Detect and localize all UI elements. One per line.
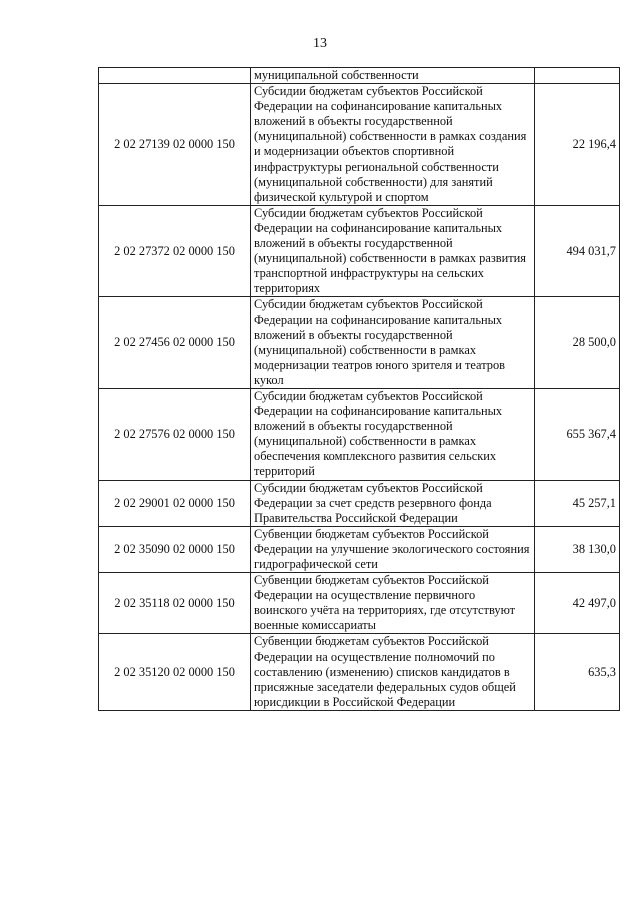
amount-cell: 22 196,4 (535, 84, 620, 206)
amount-cell (535, 68, 620, 84)
budget-table (98, 67, 620, 711)
table-row (99, 634, 620, 710)
table-row (99, 205, 620, 297)
description-cell: Субсидии бюджетам субъектов Российской Федерации за счет средств резервного фонда Правительства Российской Федерации (251, 480, 535, 526)
budget-code-cell: 2 02 27139 02 0000 150 (99, 84, 251, 206)
description-cell: Субсидии бюджетам субъектов Российской Федерации на софинансирование капитальных вложений в объекты государственной (муниципальной) собственности в рамках обеспечения комплексного развития сельских территорий (251, 388, 535, 480)
budget-code-cell (99, 68, 251, 84)
description-cell: Субвенции бюджетам субъектов Российской Федерации на осуществление полномочий по составлению (изменению) списков кандидатов в присяжные заседатели федеральных судов общей юрисдикции в Российской Федерации (251, 634, 535, 710)
amount-cell: 635,3 (535, 634, 620, 710)
budget-code-cell: 2 02 29001 02 0000 150 (99, 480, 251, 526)
table-row (99, 526, 620, 572)
table-row (99, 68, 620, 84)
description-cell: Субвенции бюджетам субъектов Российской Федерации на улучшение экологического состояния гидрографической сети (251, 526, 535, 572)
description-cell: Субсидии бюджетам субъектов Российской Федерации на софинансирование капитальных вложений в объекты государственной (муниципальной) собственности в рамках развития транспортной инфраструктуры на сельских территориях (251, 205, 535, 297)
amount-cell: 42 497,0 (535, 573, 620, 634)
budget-code-cell: 2 02 27456 02 0000 150 (99, 297, 251, 389)
amount-cell: 38 130,0 (535, 526, 620, 572)
page-number: 13 (313, 36, 327, 51)
budget-table-body (99, 68, 620, 711)
description-cell: Субвенции бюджетам субъектов Российской Федерации на осуществление первичного воинского учёта на территориях, где отсутствуют военные комиссариаты (251, 573, 535, 634)
amount-cell: 655 367,4 (535, 388, 620, 480)
table-row (99, 84, 620, 206)
budget-code-cell: 2 02 27576 02 0000 150 (99, 388, 251, 480)
table-row (99, 388, 620, 480)
table-row (99, 480, 620, 526)
budget-code-cell: 2 02 35120 02 0000 150 (99, 634, 251, 710)
amount-cell: 28 500,0 (535, 297, 620, 389)
budget-code-cell: 2 02 27372 02 0000 150 (99, 205, 251, 297)
table-row (99, 297, 620, 389)
table-row (99, 573, 620, 634)
amount-cell: 45 257,1 (535, 480, 620, 526)
amount-cell: 494 031,7 (535, 205, 620, 297)
description-cell: муниципальной собственности (251, 68, 535, 84)
budget-code-cell: 2 02 35090 02 0000 150 (99, 526, 251, 572)
description-cell: Субсидии бюджетам субъектов Российской Федерации на софинансирование капитальных вложений в объекты государственной (муниципальной) собственности в рамках модернизации театров юного зрителя и театров кукол (251, 297, 535, 389)
description-cell: Субсидии бюджетам субъектов Российской Федерации на софинансирование капитальных вложений в объекты государственной (муниципальной) собственности в рамках создания и модернизации объектов спортивной инфраструктуры региональной собственности (муниципальной собственности) для занятий физической культурой и спортом (251, 84, 535, 206)
budget-code-cell: 2 02 35118 02 0000 150 (99, 573, 251, 634)
